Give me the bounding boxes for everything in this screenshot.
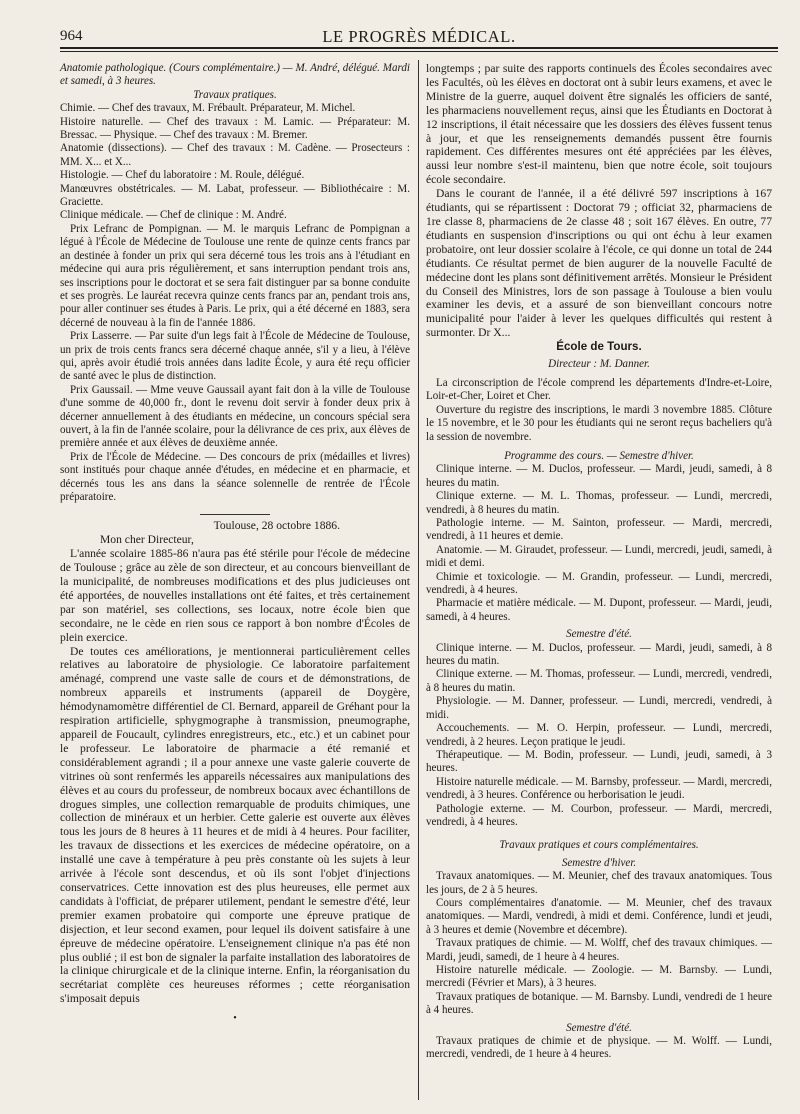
page-header: [60, 24, 778, 46]
intro-paragraph: Ouverture du registre des inscriptions, le mardi 3 novembre 1885. Clôture le 15 novembre, et le 30 pour les étudiants qui ne seront reçus bacheliers qu'à la session de novembre.: [426, 403, 772, 443]
course-entry: Anatomie (dissections). — Chef des travaux : M. Cadène. — Prosecteurs : MM. X... et X...: [60, 142, 410, 168]
course-entry: Clinique interne. — M. Duclos, professeur. — Mardi, jeudi, samedi, à 8 heures du matin.: [426, 641, 772, 668]
course-entry: Clinique externe. — M. L. Thomas, professeur. — Lundi, mercredi, vendredi, à 8 heures du matin.: [426, 490, 772, 516]
bullet-mark: •: [233, 1013, 237, 1025]
practical-entry: Cours complémentaires d'anatomie. — M. Meunier, chef des travaux anatomiques. — Mardi, vendredi, à midi et demi. Conférence, lundi et jeudi, à 3 heures et demie (Novembre et décembre).: [426, 896, 772, 936]
course-entry: Histoire naturelle. — Chef des travaux : M. Lamic. — Préparateur: M. Bressac. — Physique. — Chef des travaux : M. Bremer.: [60, 115, 410, 142]
course-entry: Accouchements. — M. O. Herpin, professeur. — Lundi, mercredi, vendredi, à 2 heures. Leçon pratique le jeudi.: [426, 722, 772, 748]
journal-title: LE PROGRÈS MÉDICAL.: [322, 27, 516, 46]
page-number: 964: [60, 28, 83, 44]
section-title: École de Tours.: [556, 340, 642, 354]
practical-summer-heading: Semestre d'été.: [566, 1021, 632, 1034]
practical-winter-heading: Semestre d'hiver.: [561, 856, 637, 869]
course-entry: Clinique médicale. — Chef de clinique : M. André.: [60, 209, 287, 222]
course-entry: Pathologie externe. — M. Courbon, professeur. — Mardi, mercredi, vendredi, à 4 heures.: [426, 802, 772, 828]
practical-entry: Histoire naturelle médicale. — Zoologie. — M. Barnsby. — Lundi, mercredi (Février et Mars), à 3 heures.: [426, 964, 772, 990]
intro-paragraph: La circonscription de l'école comprend les départements d'Indre-et-Loire, Loir-et-Cher, Loiret et Cher.: [426, 376, 772, 403]
section-separator: [200, 514, 270, 515]
course-entry: Chimie. — Chef des travaux, M. Frébault. Préparateur, M. Michel.: [60, 102, 356, 115]
practical-entry: Travaux pratiques de chimie et de physique. — M. Wolff. — Lundi, mercredi, vendredi, de 1 heure à 4 heures.: [426, 1035, 772, 1061]
letter-paragraph: longtemps ; par suite des rapports continuels des Écoles secondaires avec les Facultés, où les élèves en doctorat ont à subir leurs examens, et avec le Ministre de la guerre, auquel doivent être signalés les officiers de santé, les pharmaciens nouvellement reçus, ainsi que les Étudiants en Doctorat à 12 inscriptions, il était nécessaire que les dossiers des élèves fussent tenus à jour, et que les renseignements demandés pussent être fournis rapidement. Ces différentes mesures ont été appréciées par les élèves, aussi leur nombre s'est-il maintenu, bien que notre école, soit toujours école secondaire.: [426, 62, 772, 187]
practical-entry: Travaux anatomiques. — M. Meunier, chef des travaux anatomiques. Tous les jours, de 2 à 5 heures.: [426, 870, 772, 896]
letter-paragraph: Dans le courant de l'année, il a été délivré 597 inscriptions à 167 étudiants, qui se répartissent : Doctorat 79 ; officiat 32, pharmaciens de 1re classe 8, pharmaciens de 2e classe 48 ; soit 167 élèves. En outre, 77 étudiants en suspension d'inscriptions ou qui ont échu à leur examen probatoire, ont leur dossier scolaire à l'école, ce qui donne un total de 244 étudiants. Ce résultat permet de bien augurer de la nouvelle Faculté de médecine dont les plans sont définitivement arrêtés. Monsieur le Président du Conseil des Ministres, lors de son passage à Toulouse a bien voulu examiner les devis, et a assuré de son bienveillant concours notre municipalité pour l'aider à lever les quelques difficultés qui restent à surmonter. Dr X...: [426, 187, 772, 340]
prize-paragraph: Prix Gaussail. — Mme veuve Gaussail ayant fait don à la ville de Toulouse d'une somme de 40,000 fr., dont le revenu doit servir à fonder deux prix à décerner annuellement à des étudiants en médecine, un concours spécial sera ouvert, à la fin de l'année scolaire, pour la délivrance de ces prix, aux élèves de première année et aux élèves de deuxième année.: [60, 383, 410, 450]
course-entry: Pathologie interne. — M. Sainton, professeur. — Mardi, mercredi, vendredi, à 11 heures et demie.: [426, 517, 772, 543]
practical-entry: Travaux pratiques de chimie. — M. Wolff, chef des travaux chimiques. — Mardi, jeudi, samedi, de 1 heure à 4 heures.: [426, 937, 772, 963]
header-rule-thin: [60, 51, 778, 52]
course-entry: Anatomie pathologique. (Cours complémentaire.) — M. André, délégué. Mardi et samedi, à 3 heures.: [60, 62, 410, 88]
summer-heading: Semestre d'été.: [566, 628, 632, 641]
practical-entry: Travaux pratiques de botanique. — M. Barnsby. Lundi, vendredi de 1 heure à 4 heures.: [426, 990, 772, 1017]
course-entry: Anatomie. — M. Giraudet, professeur. — Lundi, mercredi, jeudi, samedi, à midi et demi.: [426, 543, 772, 570]
right-column: [426, 62, 772, 1062]
course-entry: Thérapeutique. — M. Bodin, professeur. — Lundi, jeudi, samedi, à 3 heures.: [426, 748, 772, 775]
prize-paragraph: Prix de l'École de Médecine. — Des concours de prix (médailles et livres) sont institués pour chaque année d'études, en médecine et en pharmacie, et décernés tous les ans dans la séance solennelle de rentrée de l'École préparatoire.: [60, 450, 410, 503]
course-entry: Pharmacie et matière médicale. — M. Dupont, professeur. — Mardi, jeudi, samedi, à 4 heures.: [426, 597, 772, 623]
letter-paragraph: L'année scolaire 1885-86 n'aura pas été stérile pour l'école de médecine de Toulouse ; grâce au zèle de son directeur, et au concours bienveillant de la municipalité, de nombreuses modifications et des plus judicieuses ont été apportées, de nouvelles installations ont été faites, et très certainement par son matériel, ses collections, ses locaux, notre école bien que secondaire, ne le cède en rien sous ce rapport à bon nombre d'Écoles de plein exercice.: [60, 547, 410, 644]
course-entry: Manœuvres obstétricales. — M. Labat, professeur. — Bibliothécaire : M. Graciette.: [60, 182, 410, 209]
course-entry: Histologie. — Chef du laboratoire : M. Roule, délégué.: [60, 169, 305, 182]
prize-paragraph: Prix Lefranc de Pompignan. — M. le marquis Lefranc de Pompignan a légué à l'École de Médecine de Toulouse une rente de quinze cents francs par an destinée à fonder un prix qui sera décerné tous les trois ans à l'étudiant en médecine qui aura pris régulièrement, et sans interruption pendant trois ans, ses inscriptions pour le doctorat et se sera fait distinguer par sa bonne conduite et ses progrès. Le lauréat recevra quinze cents francs par an, pendant trois ans, pour aller continuer ses études à Paris. Le prix, qui a été décerné en 1883, sera décerné de nouveau à la fin de l'année 1886.: [60, 222, 410, 329]
director-line: Directeur : M. Danner.: [548, 357, 650, 370]
course-entry: Clinique interne. — M. Duclos, professeur. — Mardi, jeudi, samedi, à 8 heures du matin.: [426, 463, 772, 489]
letter-date: Toulouse, 28 octobre 1886.: [213, 519, 340, 533]
letter-salutation: Mon cher Directeur,: [100, 533, 194, 547]
left-column: [60, 62, 410, 1026]
subheading-travaux: Travaux pratiques.: [193, 88, 277, 101]
prize-paragraph: Prix Lasserre. — Par suite d'un legs fait à l'École de Médecine de Toulouse, un prix de trois cents francs sera décerné chaque année, s'il y a lieu, à l'élève qui, après avoir étudié trois années dans ladite École, y aura été reçu officier de santé avec le plus de distinction.: [60, 330, 410, 383]
column-divider: [418, 60, 419, 1100]
practical-heading: Travaux pratiques et cours complémentaires.: [499, 839, 699, 852]
header-rule: [60, 47, 778, 49]
course-entry: Physiologie. — M. Danner, professeur. — Lundi, mercredi, vendredi, à midi.: [426, 695, 772, 721]
course-entry: Clinique externe. — M. Thomas, professeur. — Lundi, mercredi, vendredi, à 8 heures du matin.: [426, 668, 772, 694]
program-heading: Programme des cours. — Semestre d'hiver.: [504, 449, 694, 462]
course-entry: Histoire naturelle médicale. — M. Barnsby, professeur. — Mardi, mercredi, vendredi, à 3 heures. Conférence ou herborisation le jeudi.: [426, 775, 772, 802]
course-entry: Chimie et toxicologie. — M. Grandin, professeur. — Lundi, mercredi, vendredi, à 4 heures.: [426, 570, 772, 597]
letter-paragraph: De toutes ces améliorations, je mentionnerai particulièrement celles relatives au laboratoire de physiologie. Ce laboratoire parfaitement aménagé, comprend une vaste salle de cours et de démonstrations, de nombreux appareils et instruments (appareil de Doygère, hémodynamomètre différentiel de Cl. Bernard, appareil de Gréhant pour la respiration artificielle, sphygmographe à transmission, pneumographe, appareil de Foucault, cylindres enregistreurs, etc., etc.) et un cabinet pour le professeur. Le laboratoire de pharmacie a été remanié et considérablement agrandi ; il a pour annexe une vaste galerie couverte de vitrines où sont renfermés les appareils nécessaires aux manipulations des élèves et au cours du professeur, de nombreux bocaux avec échantillons de drogues simples, une collection remarquable de produits chimiques, une collection de minéraux et un herbier. Cette galerie est ouverte aux élèves tous les jours de 8 heures à 11 heures et de midi à 4 heures. Pour faciliter, les travaux de dissections et les exercices de médecine opératoire, on a installé une cave à température à peu près constante où les sujets à leur arrivée à l'école sont descendus, et où ils sont l'objet d'injections conservatrices. Cette innovation est des plus heureuses, elle permet aux candidats à l'officiat, de préparer utilement, pendant le semestre d'été, leur premier examen probatoire qui comporte une épreuve pratique de disjection, et leur second examen, pour lequel ils doivent satisfaire à une épreuve de médecine opératoire. L'enseignement clinique n'a pas été non plus oublié ; il est bon de signaler la parfaite installation des laboratoires de la clinique chirurgicale et de la clinique interne. Enfin, la réorganisation du secrétariat complète ces heureuses réformes ; cette réorganisation s'imposait depuis: [60, 644, 410, 1006]
